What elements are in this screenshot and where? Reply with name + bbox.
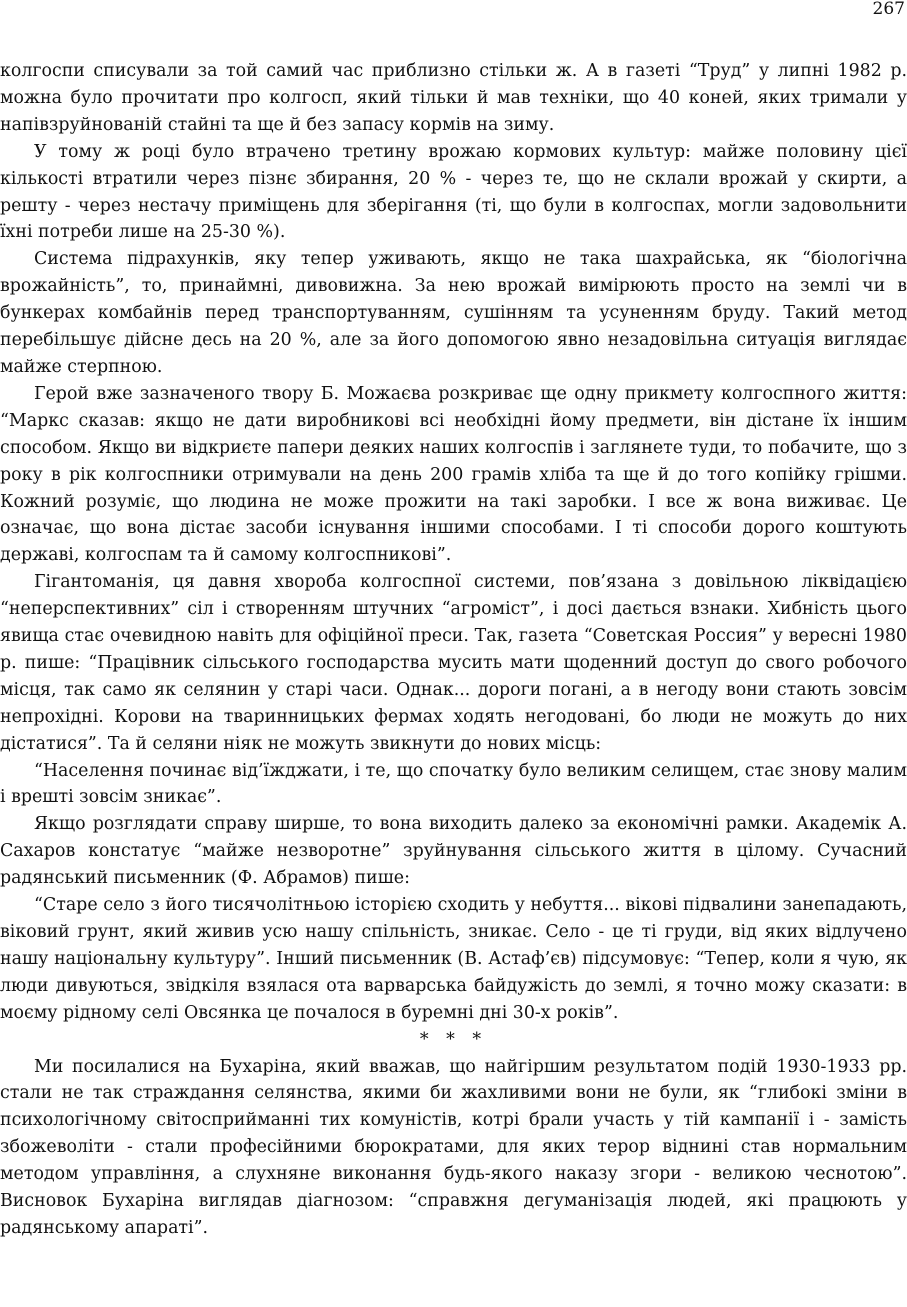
paragraph: У тому ж році було втрачено третину врожаю кормових культур: майже половину цієї кількості втратили через пізнє збирання, 20 % - через те, що не склали врожай у скирти, а решту - через нестачу приміщень для зберігання (ті, що були в колгоспах, могли задовольнити їхні потреби лише на 25-30 %).: [0, 141, 907, 243]
paragraph: Герой вже зазначеного твору Б. Можаєва розкриває ще одну прикмету колгоспного життя: “Маркс сказав: якщо не дати виробникові всі необхідні йому предмети, він дістане їх іншим способом. Якщо ви відкриєте папери деяких наших колгоспів і заглянете туди, то побачите, що з року в рік колгоспники отримували на день 200 грамів хліба та ще й до того копійку грішми. Кожний розуміє, що людина не може прожити на такі заробки. І все ж вона виживає. Це означає, що вона дістає засоби існування іншими способами. І ті способи дорого коштують державі, колгоспам та й самому колгоспникові”.: [0, 383, 907, 566]
paragraph: Гігантоманія, ця давня хвороба колгоспної системи, пов’язана з довільною ліквідацією “неперспективних” сіл і створенням штучних “агроміст”, і досі дається взнаки. Хибність цього явища стає очевидною навіть для офіційної преси. Так, газета “Советская Россия” у вересні 1980 р. пише: “Працівник сільського господарства мусить мати щоденний доступ до свого робочого місця, так само як селянин у старі часи. Однак... дороги погані, а в негоду вони стають зовсім непрохідні. Корови на тваринницьких фермах ходять негодовані, бо люди не можуть до них дістатися”. Та й селяни ніяк не можуть звикнути до нових місць:: [0, 572, 907, 754]
paragraph: “Старе село з його тисячолітньою історією сходить у небуття... вікові підвалини занепадають, віковий грунт, який живив усю нашу спільність, зникає. Село - це ті груди, від яких відлучено нашу національну культуру”. Інший письменник (В. Астаф’єв) підсумовує: “Тепер, коли я чую, як люди дивуються, звідкіля взялася ота варварська байдужість до землі, я точно можу сказати: в моєму рідному селі Овсянка це почалося в буремні дні 30-х років”.: [0, 895, 907, 1023]
paragraph: “Населення починає від’їжджати, і те, що спочатку було великим селищем, стає знову малим і врешті зовсім зникає”.: [0, 760, 907, 808]
section-separator: * * *: [419, 1029, 488, 1050]
paragraph: Система підрахунків, яку тепер уживають, якщо не така шахрайська, як “біологічна врожайність”, то, принаймні, дивовижна. За нею врожай вимірюють просто на землі чи в бункерах комбайнів перед транспортуванням, сушінням та усуненням бруду. Такий метод перебільшує дійсне десь на 20 %, але за його допомогою явно незадовільна ситуація виглядає майже стерпною.: [0, 249, 907, 377]
paragraph: Якщо розглядати справу ширше, то вона виходить далеко за економічні рамки. Академік А. Сахаров констатує “майже незворотне” зруйнування сільського життя в цілому. Сучасний радянський письменник (Ф. Абрамов) пише:: [0, 814, 907, 889]
paragraph: Ми посилалися на Бухаріна, який вважав, що найгіршим результатом подій 1930-1933 рр. стали не так страждання селянства, якими би жахливими вони не були, як “глибокі зміни в психологічному світосприйманні тих комуністів, котрі брали участь у тій кампанії і - замість збожеволіти - стали професійними бюрократами, для яких терор віднині став нормальним методом управління, а слухняне виконання будь-якого наказу згори - великою чеснотою”. Висновок Бухаріна виглядав діагнозом: “справжня дегуманізація людей, які працюють у радянському апараті”.: [0, 1056, 907, 1238]
page-number: 267: [872, 0, 905, 19]
body-text: [0, 58, 907, 1242]
paragraph: колгоспи списували за той самий час приблизно стільки ж. А в газеті “Труд” у липні 1982 р. можна було прочитати про колгосп, який тільки й мав техніки, що 40 коней, яких тримали у напівзруйнованій стайні та ще й без запасу кормів на зиму.: [0, 61, 907, 135]
